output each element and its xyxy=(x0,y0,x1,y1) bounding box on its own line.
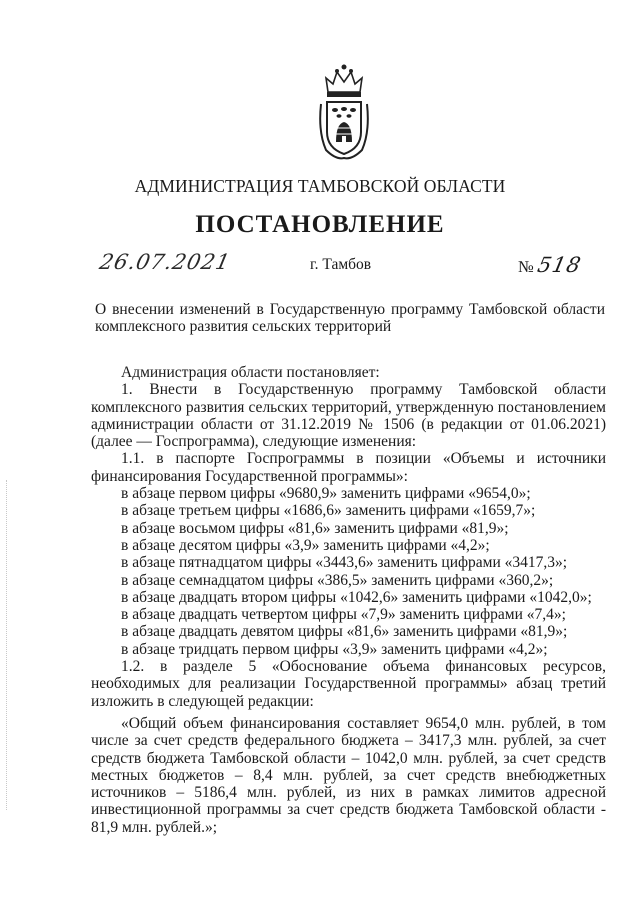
list-item: в абзаце двадцать девятом цифры «81,6» заменить цифрами «81,9»; xyxy=(121,623,568,641)
list-item: в абзаце двадцать втором цифры «1042,6» заменить цифрами «1042,0»; xyxy=(121,588,592,606)
intro-paragraph: Администрация области постановляет: xyxy=(121,364,380,381)
scan-margin-mark xyxy=(6,480,8,810)
list-item: в абзаце тридцать первом цифры «3,9» заменить цифрами «4,2»; xyxy=(121,640,548,658)
list-item: в абзаце двадцать четвертом цифры «7,9» заменить цифрами «7,4»; xyxy=(121,606,566,624)
list-item: в абзаце десятом цифры «3,9» заменить цифрами «4,2»; xyxy=(121,536,490,554)
organization-name: АДМИНИСТРАЦИЯ ТАМБОВСКОЙ ОБЛАСТИ xyxy=(134,176,506,196)
document-body xyxy=(91,364,606,836)
document-city: г. Тамбов xyxy=(310,256,372,273)
list-item: в абзаце третьем цифры «1686,6» заменить цифрами «1659,7»; xyxy=(121,502,536,520)
document-date: 26.07.2021 xyxy=(97,250,233,274)
document-subject: О внесении изменений в Государственную программу Тамбовской области комплексного развития сельских территорий xyxy=(95,301,605,335)
number-prefix: № xyxy=(518,257,534,276)
list-item: в абзаце восьмом цифры «81,6» заменить цифрами «81,9»; xyxy=(121,519,509,537)
list-item: в абзаце пятнадцатом цифры «3443,6» заменить цифрами «3417,3»; xyxy=(121,554,568,572)
paragraph-1-2: 1.2. в разделе 5 «Обоснование объема финансовых ресурсов, необходимых для реализации Государственной программы» абзац третий изложить в следующей редакции: xyxy=(91,658,606,710)
document-number xyxy=(518,253,584,277)
number-value: 518 xyxy=(535,253,584,277)
paragraph-1: 1. Внести в Государственную программу Тамбовской области комплексного развития сельских территорий, утвержденную постановлением администрации области от 31.12.2019 № 1506 (в редакции от 01.06.2021) (далее — Госпрограмма), следующие изменения: xyxy=(91,381,606,451)
paragraph-1-1: 1.1. в паспорте Госпрограммы в позиции «Объемы и источники финансирования Государственной программы»: xyxy=(91,450,606,485)
document-type: ПОСТАНОВЛЕНИЕ xyxy=(195,211,445,238)
list-item: в абзаце первом цифры «9680,9» заменить цифрами «9654,0»; xyxy=(121,485,531,503)
tambov-coat-of-arms-icon xyxy=(318,62,370,162)
list-item: в абзаце семнадцатом цифры «386,5» заменить цифрами «360,2»; xyxy=(121,571,554,589)
quoted-paragraph: «Общий объем финансирования составляет 9654,0 млн. рублей, в том числе за счет средств федерального бюджета – 3417,3 млн. рублей, за счет средств бюджета Тамбовской области – 1042,0 млн. рублей, за счет средств местных бюджетов – 8,4 млн. рублей, за счет средств внебюджетных источников – 5186,4 млн. рублей, из них в рамках лимитов адресной инвестиционной программы за счет средств бюджета Тамбовской области - 81,9 млн. рублей.»; xyxy=(91,714,606,836)
